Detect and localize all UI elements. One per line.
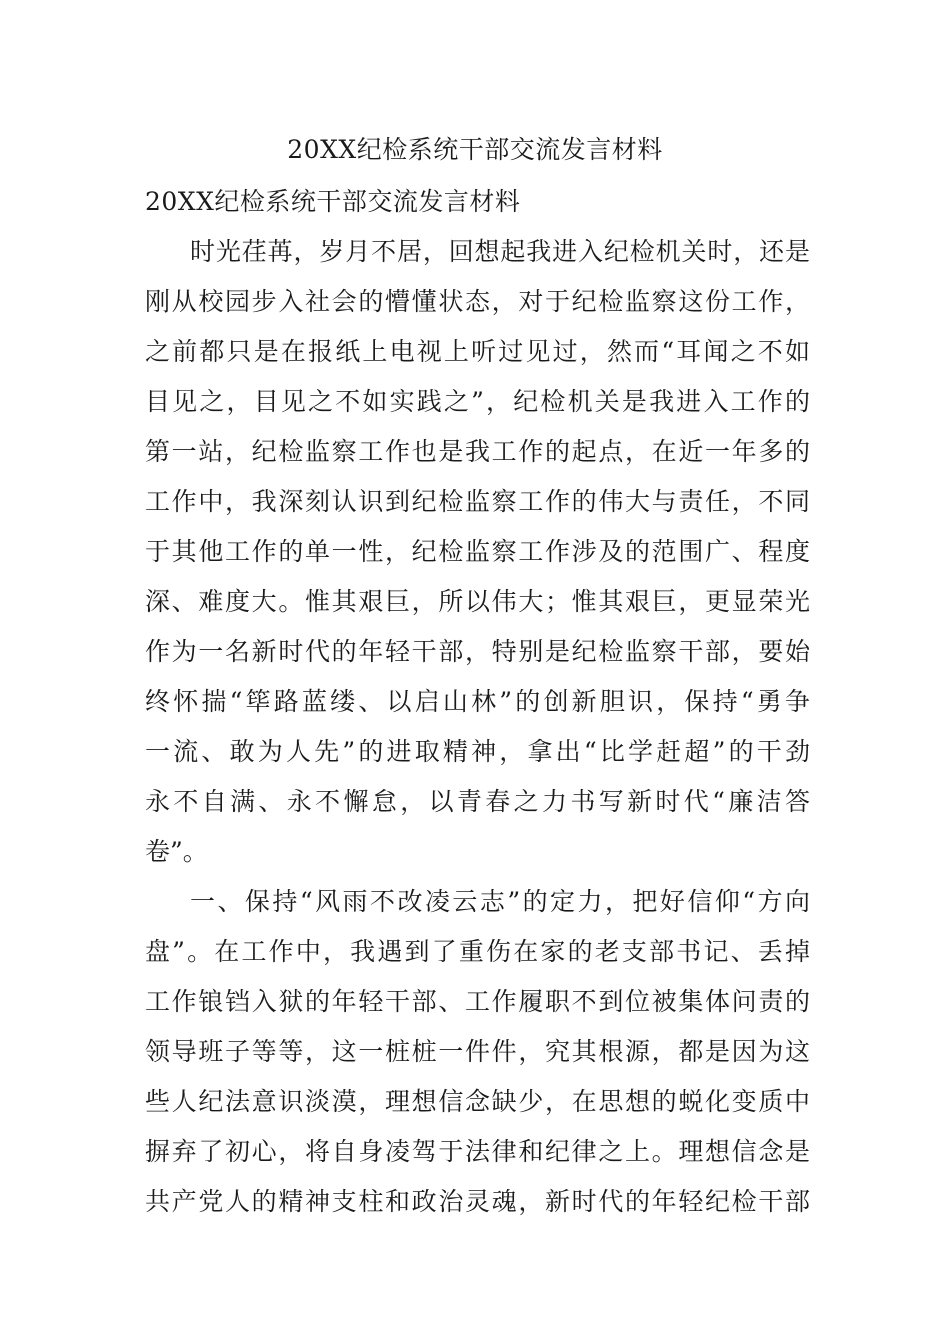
document-subtitle: 20XX纪检系统干部交流发言材料 [145, 187, 521, 216]
text-line: 作为一名新时代的年轻干部，特别是纪检监察干部，要始 [145, 637, 810, 666]
text-line: 于其他工作的单一性，纪检监察工作涉及的范围广、程度 [145, 537, 810, 566]
text-line: 领导班子等等，这一桩桩一件件，究其根源，都是因为这 [145, 1037, 810, 1066]
text-line: 目见之，目见之不如实践之”，纪检机关是我进入工作的 [145, 387, 810, 416]
text-line: 一、保持“风雨不改凌云志”的定力，把好信仰“方向 [190, 887, 810, 916]
text-line: 深、难度大。惟其艰巨，所以伟大；惟其艰巨，更显荣光 [145, 587, 810, 616]
text-line: 工作中，我深刻认识到纪检监察工作的伟大与责任，不同 [145, 487, 810, 516]
text-line: 盘”。在工作中，我遇到了重伤在家的老支部书记、丢掉 [145, 937, 810, 966]
text-line: 卷”。 [145, 837, 208, 866]
text-line: 一流、敢为人先”的进取精神，拿出“比学赶超”的干劲 [145, 737, 810, 766]
text-line: 时光荏苒，岁月不居，回想起我进入纪检机关时，还是 [190, 237, 810, 266]
text-line: 摒弃了初心，将自身凌驾于法律和纪律之上。理想信念是 [145, 1137, 810, 1166]
text-line: 刚从校园步入社会的懵懂状态，对于纪检监察这份工作， [145, 287, 810, 316]
text-line: 永不自满、永不懈怠，以青春之力书写新时代“廉洁答 [145, 787, 810, 816]
text-line: 共产党人的精神支柱和政治灵魂，新时代的年轻纪检干部 [145, 1187, 810, 1216]
text-line: 工作锒铛入狱的年轻干部、工作履职不到位被集体问责的 [145, 987, 810, 1016]
text-line: 些人纪法意识淡漠，理想信念缺少，在思想的蜕化变质中 [145, 1087, 810, 1116]
text-line: 之前都只是在报纸上电视上听过见过，然而“耳闻之不如 [145, 337, 810, 366]
text-line: 第一站，纪检监察工作也是我工作的起点，在近一年多的 [145, 437, 810, 466]
text-line: 终怀揣“筚路蓝缕、以启山林”的创新胆识，保持“勇争 [145, 687, 810, 716]
document-title: 20XX纪检系统干部交流发言材料 [287, 135, 663, 164]
